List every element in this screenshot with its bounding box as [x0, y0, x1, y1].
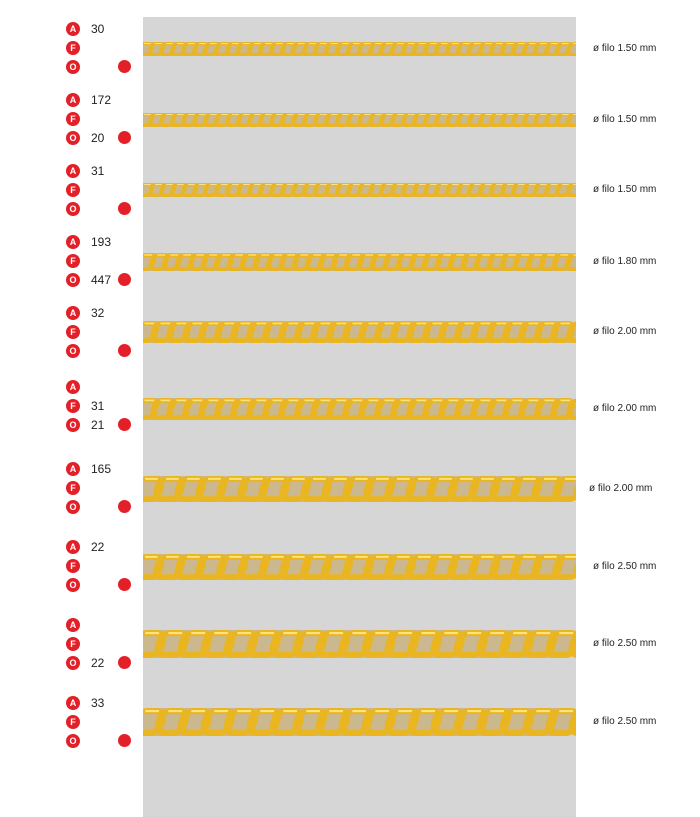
badge-f-icon: F	[66, 715, 80, 729]
badge-o-icon: O	[66, 202, 80, 216]
wire-diameter-label: ø filo 2.50 mm	[593, 561, 657, 572]
item-code-f: 31	[91, 399, 105, 413]
item-code-a: 172	[91, 93, 112, 107]
wire-diameter-label: ø filo 1.50 mm	[593, 184, 657, 195]
item-code-a: 193	[91, 235, 112, 249]
badge-a-icon: A	[66, 306, 80, 320]
badge-f-icon: F	[66, 183, 80, 197]
availability-dot	[118, 578, 131, 591]
badge-f-icon: F	[66, 399, 80, 413]
badge-o-icon: O	[66, 60, 80, 74]
badge-o-icon: O	[66, 500, 80, 514]
item-code-a: 22	[91, 540, 105, 554]
badge-f-icon: F	[66, 481, 80, 495]
badge-f-icon: F	[66, 254, 80, 268]
badge-o-icon: O	[66, 734, 80, 748]
badge-a-icon: A	[66, 164, 80, 178]
item-code-a: 31	[91, 164, 105, 178]
badge-f-icon: F	[66, 637, 80, 651]
badge-a-icon: A	[66, 696, 80, 710]
item-code-o: 22	[91, 656, 105, 670]
chain-image	[143, 181, 576, 199]
badge-a-icon: A	[66, 235, 80, 249]
badge-a-icon: A	[66, 462, 80, 476]
badge-a-icon: A	[66, 618, 80, 632]
item-code-a: 165	[91, 462, 112, 476]
badge-f-icon: F	[66, 112, 80, 126]
wire-diameter-label: ø filo 1.50 mm	[593, 43, 657, 54]
wire-diameter-label: ø filo 2.00 mm	[593, 403, 657, 414]
chain-image	[143, 396, 576, 422]
item-code-o: 447	[91, 273, 112, 287]
badge-o-icon: O	[66, 578, 80, 592]
item-code-a: 30	[91, 22, 105, 36]
wire-diameter-label: ø filo 2.50 mm	[593, 716, 657, 727]
chain-image	[143, 706, 576, 738]
badge-o-icon: O	[66, 656, 80, 670]
availability-dot	[118, 734, 131, 747]
item-code-o: 21	[91, 418, 105, 432]
chain-image	[143, 111, 576, 129]
badge-a-icon: A	[66, 380, 80, 394]
wire-diameter-label: ø filo 2.00 mm	[589, 483, 653, 494]
wire-diameter-label: ø filo 1.80 mm	[593, 256, 657, 267]
availability-dot	[118, 500, 131, 513]
item-code-a: 32	[91, 306, 105, 320]
availability-dot	[118, 131, 131, 144]
badge-o-icon: O	[66, 273, 80, 287]
badge-f-icon: F	[66, 559, 80, 573]
item-code-o: 20	[91, 131, 105, 145]
availability-dot	[118, 418, 131, 431]
wire-diameter-label: ø filo 2.00 mm	[593, 326, 657, 337]
chain-image	[143, 319, 576, 345]
chain-image	[143, 40, 576, 58]
chain-image	[143, 552, 576, 582]
chain-image	[143, 251, 576, 273]
chain-image	[143, 474, 576, 504]
badge-o-icon: O	[66, 344, 80, 358]
availability-dot	[118, 273, 131, 286]
badge-a-icon: A	[66, 22, 80, 36]
availability-dot	[118, 202, 131, 215]
badge-a-icon: A	[66, 540, 80, 554]
badge-o-icon: O	[66, 131, 80, 145]
badge-o-icon: O	[66, 418, 80, 432]
availability-dot	[118, 656, 131, 669]
availability-dot	[118, 60, 131, 73]
badge-a-icon: A	[66, 93, 80, 107]
wire-diameter-label: ø filo 1.50 mm	[593, 114, 657, 125]
item-code-a: 33	[91, 696, 105, 710]
chain-image	[143, 628, 576, 660]
badge-f-icon: F	[66, 41, 80, 55]
badge-f-icon: F	[66, 325, 80, 339]
wire-diameter-label: ø filo 2.50 mm	[593, 638, 657, 649]
availability-dot	[118, 344, 131, 357]
